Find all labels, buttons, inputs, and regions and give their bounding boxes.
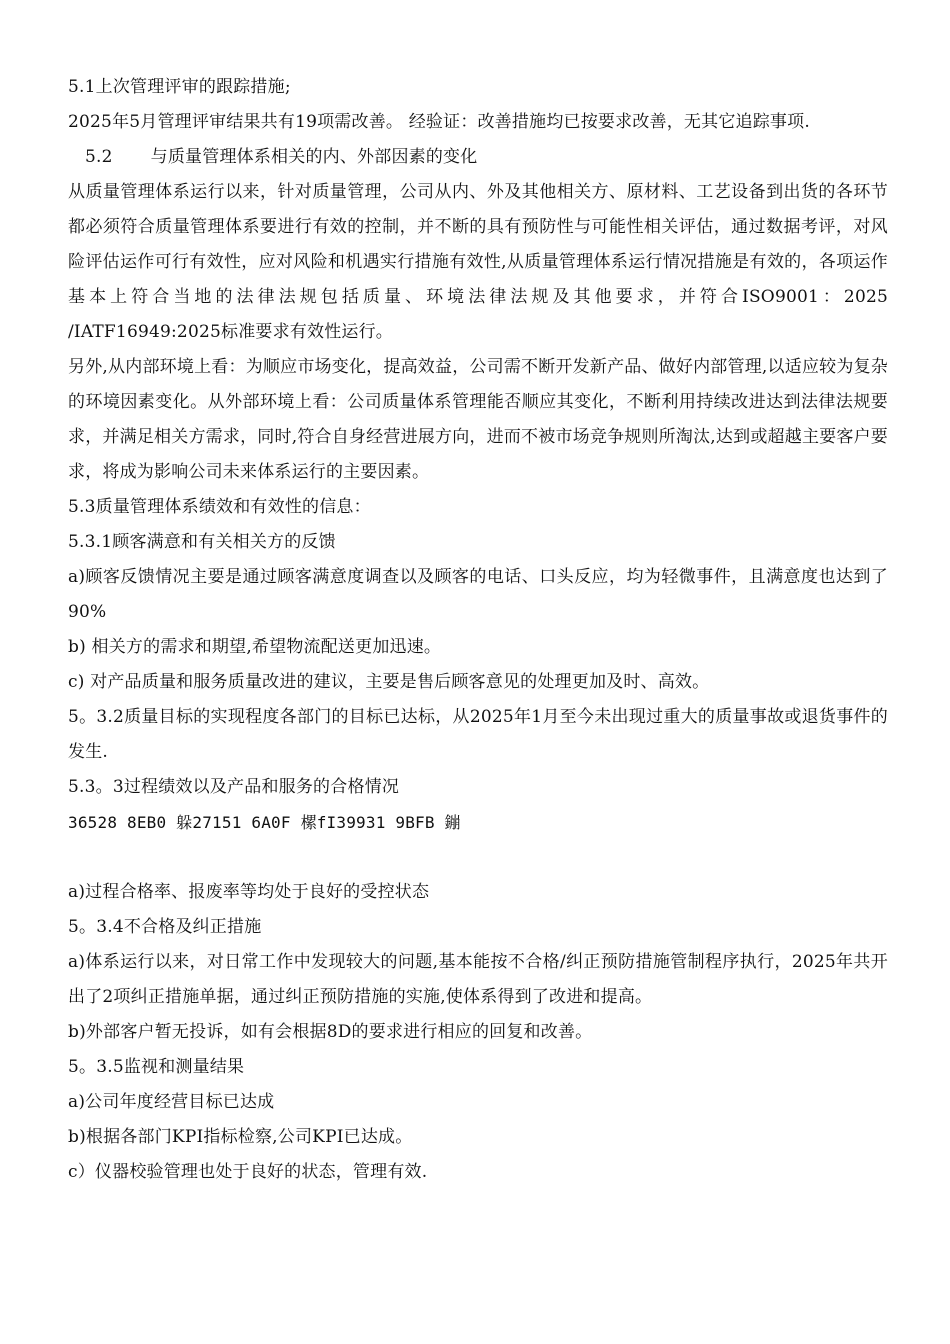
section-5-3-4-heading: 5。3.4不合格及纠正措施 <box>68 917 262 937</box>
section-5-3-5-item-a: a)公司年度经营目标已达成 <box>68 1092 275 1112</box>
section-5-3-5-item-c: c）仪器校验管理也处于良好的状态，管理有效. <box>68 1162 428 1182</box>
section-5-3-2-text: 5。3.2质量目标的实现程度各部门的目标已达标，从2025年1月至今未出现过重大的质量事故或退货事件的发生. <box>68 707 888 762</box>
section-5-2-paragraph-2: 另外,从内部环境上看：为顺应市场变化，提高效益，公司需不断开发新产品、做好内部管理,以适应较为复杂的环境因素变化。从外部环境上看：公司质量体系管理能否顺应其变化，不断利用持续改进达到法律法规要求，并满足相关方需求，同时,符合自身经营进展方向，进而不被市场竞争规则所淘汰,达到或超越主要客户要求，将成为影响公司未来体系运行的主要因素。 <box>68 357 888 482</box>
blank-line <box>68 840 888 875</box>
section-5-3-5-item-b: b)根据各部门KPI指标检察,公司KPI已达成。 <box>68 1127 413 1147</box>
section-5-2-number: 5.2 <box>85 147 113 167</box>
section-5-3-5-heading: 5。3.5监视和测量结果 <box>68 1057 245 1077</box>
section-5-3-3-item-a: a)过程合格率、报废率等均处于良好的受控状态 <box>68 882 430 902</box>
garbled-code-line: 36528 8EB0 躲27151 6A0F 樏fI39931 9BFB 鏰 <box>68 813 461 832</box>
section-5-3-1-heading: 5.3.1顾客满意和有关相关方的反馈 <box>68 532 336 552</box>
section-5-2-heading <box>68 140 888 175</box>
section-5-3-1-item-a: a)顾客反馈情况主要是通过顾客满意度调查以及顾客的电话、口头反应，均为轻微事件，且满意度也达到了90% <box>68 567 888 622</box>
section-5-3-3-heading: 5.3。3过程绩效以及产品和服务的合格情况 <box>68 777 400 797</box>
section-5-3-heading: 5.3质量管理体系绩效和有效性的信息： <box>68 497 371 517</box>
section-5-3-1-item-c: c) 对产品质量和服务质量改进的建议，主要是售后顾客意见的处理更加及时、高效。 <box>68 672 710 692</box>
section-5-3-4-item-b: b)外部客户暂无投诉，如有会根据8D的要求进行相应的回复和改善。 <box>68 1022 593 1042</box>
section-5-1-heading: 5.1上次管理评审的跟踪措施; <box>68 77 291 97</box>
section-5-3-1-item-b: b) 相关方的需求和期望,希望物流配送更加迅速。 <box>68 637 442 657</box>
section-5-2-title: 与质量管理体系相关的内、外部因素的变化 <box>150 147 478 167</box>
section-5-1-body: 2025年5月管理评审结果共有19项需改善。 经验证：改善措施均已按要求改善，无其它追踪事项. <box>68 112 810 132</box>
section-5-2-paragraph-1: 从质量管理体系运行以来，针对质量管理，公司从内、外及其他相关方、原材料、工艺设备到出货的各环节都必须符合质量管理体系要进行有效的控制，并不断的具有预防性与可能性相关评估，通过数据考评，对风险评估运作可行有效性，应对风险和机遇实行措施有效性,从质量管理体系运行情况措施是有效的，各项运作基本上符合当地的法律法规包括质量、环境法律法规及其他要求，并符合ISO9001：2025 /IATF16949:2025标准要求有效性运行。 <box>68 182 888 342</box>
document-page <box>68 70 888 1190</box>
section-5-3-4-item-a: a)体系运行以来，对日常工作中发现较大的问题,基本能按不合格/纠正预防措施管制程序执行，2025年共开出了2项纠正措施单据，通过纠正预防措施的实施,使体系得到了改进和提高。 <box>68 952 888 1007</box>
